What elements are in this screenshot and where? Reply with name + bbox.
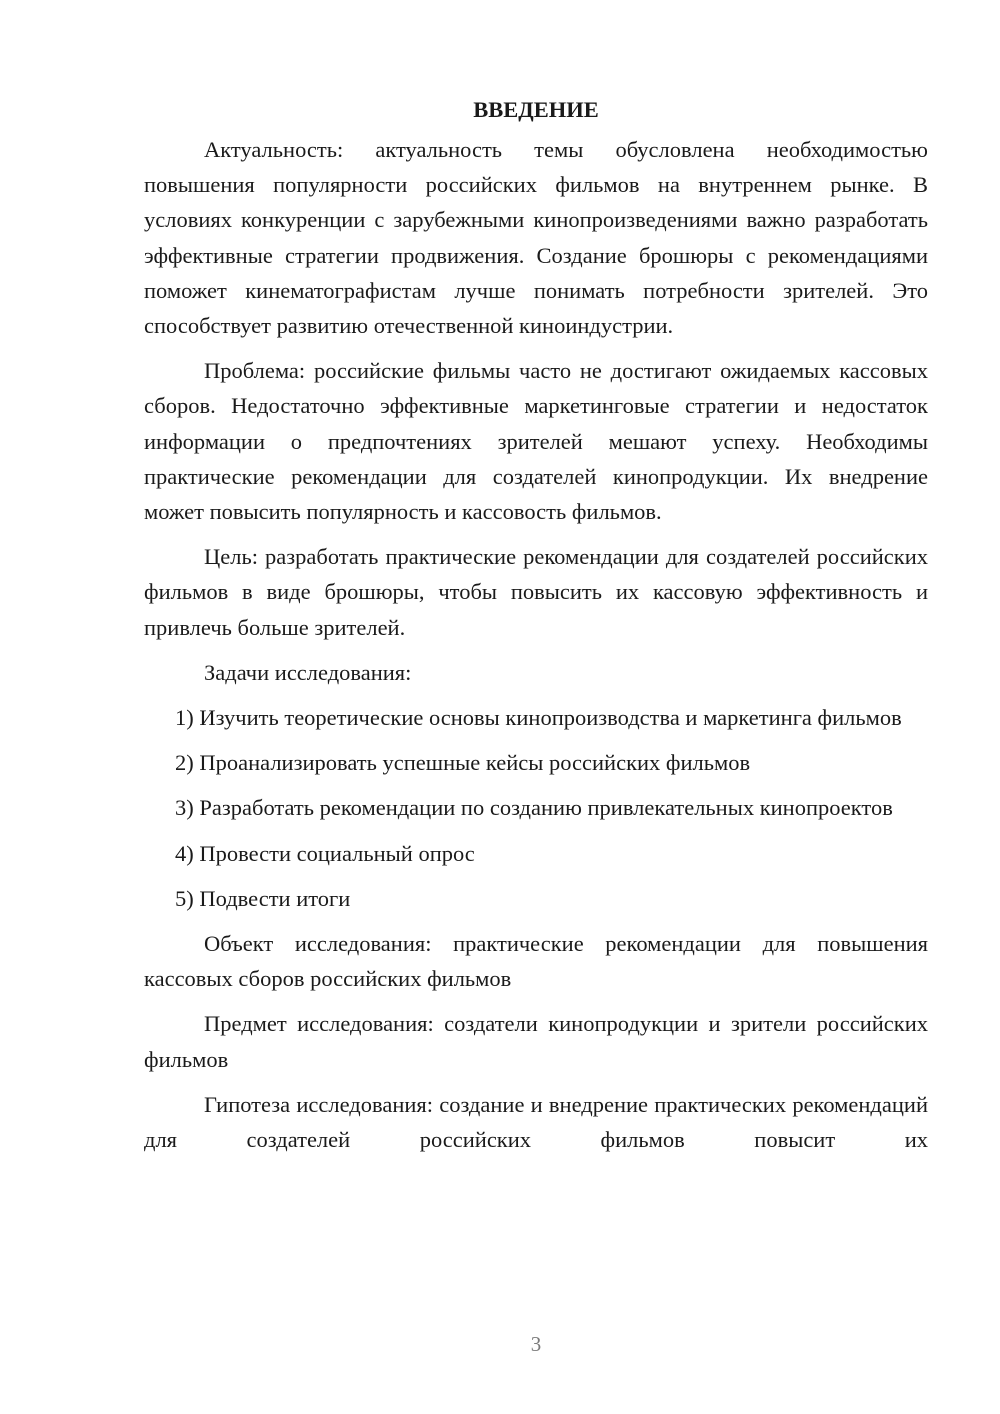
task-item-1: 1) Изучить теоретические основы кинопроизводства и маркетинга фильмов bbox=[175, 705, 902, 731]
task-item-4: 4) Провести социальный опрос bbox=[175, 840, 475, 866]
goal-paragraph: Цель: разработать практические рекомендации для создателей российских фильмов в виде брошюры, чтобы повысить их кассовую эффективность и привлечь больше зрителей. bbox=[144, 544, 928, 640]
section-heading: ВВЕДЕНИЕ bbox=[473, 97, 599, 122]
task-item-5: 5) Подвести итоги bbox=[175, 885, 351, 911]
relevance-paragraph: Актуальность: актуальность темы обусловлена необходимостью повышения популярности российских фильмов на внутреннем рынке. В условиях конкуренции с зарубежными кинопроизведениями важно разработать эффективные стратегии продвижения. Создание брошюры с рекомендациями поможет кинематографистам лучше понимать потребности зрителей. Это способствует развитию отечественной киноиндустрии. bbox=[144, 137, 928, 339]
page-number: 3 bbox=[530, 1332, 542, 1356]
task-item-3: 3) Разработать рекомендации по созданию привлекательных кинопроектов bbox=[175, 795, 893, 821]
task-item-2: 2) Проанализировать успешные кейсы российских фильмов bbox=[175, 750, 751, 776]
tasks-heading: Задачи исследования: bbox=[204, 659, 412, 685]
hypothesis-paragraph: Гипотеза исследования: создание и внедрение практических рекомендаций для создателей российских фильмов повысит их bbox=[144, 1091, 928, 1153]
object-paragraph: Объект исследования: практические рекомендации для повышения кассовых сборов российских фильмов bbox=[144, 931, 928, 992]
problem-paragraph: Проблема: российские фильмы часто не достигают ожидаемых кассовых сборов. Недостаточно эффективные маркетинговые стратегии и недостаток информации о предпочтениях зрителей мешают успеху. Необходимы практические рекомендации для создателей кинопродукции. Их внедрение может повысить популярность и кассовость фильмов. bbox=[144, 358, 928, 525]
document-page bbox=[144, 92, 928, 1167]
subject-paragraph: Предмет исследования: создатели кинопродукции и зрители российских фильмов bbox=[144, 1011, 928, 1072]
